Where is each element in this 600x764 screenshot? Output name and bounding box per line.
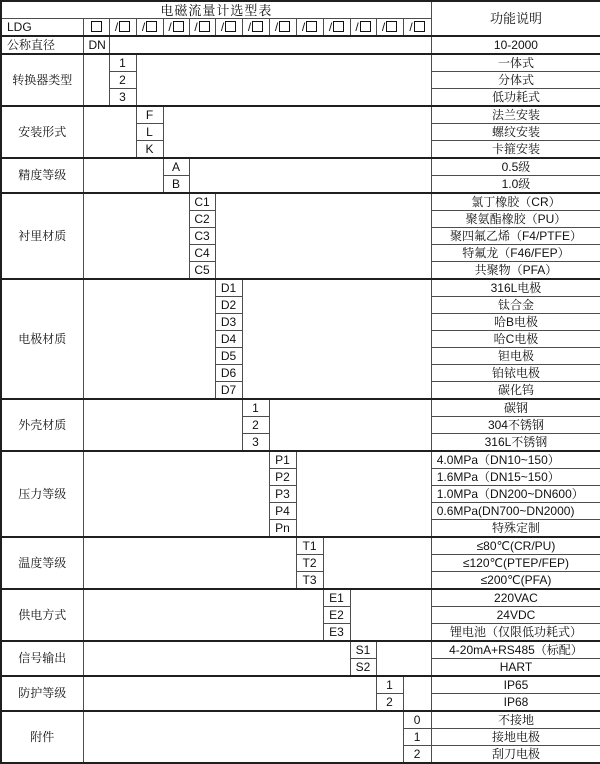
- code-box-icon: [119, 21, 130, 32]
- option-code: T2: [296, 555, 323, 572]
- option-desc: 碳钢: [431, 399, 600, 417]
- separator-slash: /: [328, 19, 333, 34]
- filler-cell: [83, 106, 136, 158]
- separator-slash: /: [381, 19, 386, 34]
- code-box-icon: [91, 21, 102, 32]
- option-code: C1: [189, 193, 215, 211]
- category-label: 附件: [1, 711, 83, 763]
- model-code-box: [376, 19, 403, 37]
- option-desc: 4-20mA+RS485（标配）: [431, 641, 600, 659]
- option-code: DN: [83, 36, 109, 54]
- option-desc: 316L电极: [431, 279, 600, 297]
- option-desc: 低功耗式: [431, 89, 600, 107]
- model-code-box: [323, 19, 350, 37]
- code-box-icon: [199, 21, 210, 32]
- option-code: P1: [269, 451, 296, 469]
- option-code: A: [163, 158, 189, 176]
- option-desc: 特氟龙（F46/FEP）: [431, 245, 600, 262]
- filler-cell: [83, 711, 403, 763]
- option-code: P3: [269, 486, 296, 503]
- option-code: F: [136, 106, 163, 124]
- code-box-icon: [414, 21, 425, 32]
- code-box-icon: [279, 21, 290, 32]
- option-desc: IP68: [431, 694, 600, 712]
- option-code: C3: [189, 228, 215, 245]
- option-desc: ≤80℃(CR/PU): [431, 537, 600, 555]
- option-desc: 1.6MPa（DN15~150）: [431, 469, 600, 486]
- option-code: 1: [376, 676, 403, 694]
- option-desc: 碳化钨: [431, 382, 600, 400]
- option-desc: 304不锈钢: [431, 417, 600, 434]
- option-desc: 钽电极: [431, 348, 600, 365]
- model-code-box: [109, 19, 136, 37]
- option-code: D7: [215, 382, 242, 400]
- code-box-icon: [360, 21, 371, 32]
- option-desc: 哈B电极: [431, 314, 600, 331]
- code-box-icon: [225, 21, 236, 32]
- option-code: S2: [350, 659, 376, 677]
- filler-cell: [350, 589, 431, 641]
- model-code-box: [350, 19, 376, 37]
- category-label: 精度等级: [1, 158, 83, 193]
- category-label: 电极材质: [1, 279, 83, 399]
- filler-cell: [83, 537, 296, 589]
- category-label: 供电方式: [1, 589, 83, 641]
- separator-slash: /: [168, 19, 172, 34]
- code-box-icon: [252, 21, 263, 32]
- category-label: 衬里材质: [1, 193, 83, 279]
- category-label: 转换器类型: [1, 54, 83, 106]
- separator-slash: /: [355, 19, 359, 34]
- option-desc: 钛合金: [431, 297, 600, 314]
- option-desc: 220VAC: [431, 589, 600, 607]
- option-desc: 刮刀电极: [431, 746, 600, 764]
- option-desc: 一体式: [431, 54, 600, 72]
- filler-cell: [83, 399, 242, 451]
- option-code: L: [136, 124, 163, 141]
- option-desc: 24VDC: [431, 607, 600, 624]
- code-box-icon: [386, 21, 397, 32]
- option-desc: 共聚物（PFA）: [431, 262, 600, 280]
- category-label: 外壳材质: [1, 399, 83, 451]
- model-code-box: [136, 19, 163, 37]
- code-box-icon: [146, 21, 157, 32]
- filler-cell: [83, 589, 323, 641]
- option-desc: 氯丁橡胶（CR）: [431, 193, 600, 211]
- option-code: S1: [350, 641, 376, 659]
- model-code-box: [83, 19, 109, 37]
- separator-slash: /: [247, 19, 252, 34]
- filler-cell: [215, 193, 431, 279]
- option-desc: HART: [431, 659, 600, 677]
- model-code-box: [403, 19, 431, 37]
- separator-slash: /: [114, 19, 119, 34]
- option-desc: 接地电极: [431, 729, 600, 746]
- option-code: 2: [376, 694, 403, 712]
- option-code: K: [136, 141, 163, 159]
- option-desc: 316L不锈钢: [431, 434, 600, 452]
- filler-cell: [376, 641, 431, 676]
- option-desc: 1.0MPa（DN200~DN600）: [431, 486, 600, 503]
- option-desc: 铂铱电极: [431, 365, 600, 382]
- model-code-box: [215, 19, 242, 37]
- option-desc: 0.5级: [431, 158, 600, 176]
- option-desc: 分体式: [431, 72, 600, 89]
- option-desc: 螺纹安装: [431, 124, 600, 141]
- option-code: 1: [403, 729, 431, 746]
- separator-slash: /: [409, 19, 413, 34]
- option-code: D2: [215, 297, 242, 314]
- option-desc: 1.0级: [431, 176, 600, 194]
- option-desc: IP65: [431, 676, 600, 694]
- filler-cell: [136, 54, 431, 106]
- option-desc: 锂电池（仅限低功耗式）: [431, 624, 600, 642]
- option-desc: 10-2000: [431, 36, 600, 54]
- option-desc: 4.0MPa（DN10~150）: [431, 451, 600, 469]
- filler-cell: [83, 451, 269, 537]
- filler-cell: [109, 36, 431, 54]
- model-prefix: LDG: [1, 19, 83, 37]
- option-code: C4: [189, 245, 215, 262]
- option-desc: 哈C电极: [431, 331, 600, 348]
- option-code: 3: [109, 89, 136, 107]
- separator-slash: /: [274, 19, 279, 34]
- table-title: 电磁流量计选型表: [1, 1, 431, 19]
- option-code: P4: [269, 503, 296, 520]
- option-code: 2: [242, 417, 269, 434]
- code-box-icon: [333, 21, 344, 32]
- option-desc: 聚四氟乙烯（F4/PTFE）: [431, 228, 600, 245]
- option-code: T1: [296, 537, 323, 555]
- option-code: 3: [242, 434, 269, 452]
- category-label: 防护等级: [1, 676, 83, 711]
- option-code: D6: [215, 365, 242, 382]
- option-code: D4: [215, 331, 242, 348]
- filler-cell: [296, 451, 431, 537]
- option-desc: ≤200℃(PFA): [431, 572, 600, 590]
- model-code-box: [189, 19, 215, 37]
- category-label: 温度等级: [1, 537, 83, 589]
- option-code: 2: [109, 72, 136, 89]
- option-desc: 卡箍安装: [431, 141, 600, 159]
- category-label: 压力等级: [1, 451, 83, 537]
- option-code: 1: [242, 399, 269, 417]
- separator-slash: /: [220, 19, 225, 34]
- option-code: D1: [215, 279, 242, 297]
- option-code: D3: [215, 314, 242, 331]
- option-code: E3: [323, 624, 350, 642]
- option-code: T3: [296, 572, 323, 590]
- model-code-box: [242, 19, 269, 37]
- option-code: C2: [189, 211, 215, 228]
- option-desc: 特殊定制: [431, 520, 600, 538]
- option-desc: 不接地: [431, 711, 600, 729]
- option-desc: 法兰安装: [431, 106, 600, 124]
- code-box-icon: [173, 21, 184, 32]
- filler-cell: [83, 676, 376, 711]
- code-box-icon: [306, 21, 317, 32]
- filler-cell: [163, 106, 431, 158]
- filler-cell: [83, 54, 109, 106]
- filler-cell: [83, 641, 350, 676]
- option-code: D5: [215, 348, 242, 365]
- option-code: C5: [189, 262, 215, 280]
- model-code-box: [163, 19, 189, 37]
- filler-cell: [242, 279, 431, 399]
- option-code: P2: [269, 469, 296, 486]
- option-code: 1: [109, 54, 136, 72]
- option-desc: ≤120℃(PTEP/FEP): [431, 555, 600, 572]
- filler-cell: [403, 676, 431, 711]
- filler-cell: [83, 193, 189, 279]
- separator-slash: /: [194, 19, 198, 34]
- filler-cell: [269, 399, 431, 451]
- option-code: E1: [323, 589, 350, 607]
- separator-slash: /: [141, 19, 146, 34]
- option-code: B: [163, 176, 189, 194]
- category-label: 公称直径: [1, 36, 83, 54]
- option-code: E2: [323, 607, 350, 624]
- option-code: 0: [403, 711, 431, 729]
- model-code-box: [269, 19, 296, 37]
- filler-cell: [83, 279, 215, 399]
- category-label: 信号输出: [1, 641, 83, 676]
- category-label: 安装形式: [1, 106, 83, 158]
- separator-slash: /: [301, 19, 306, 34]
- option-desc: 聚氨酯橡胶（PU）: [431, 211, 600, 228]
- option-code: 2: [403, 746, 431, 764]
- function-column-header: 功能说明: [431, 1, 600, 36]
- filler-cell: [83, 158, 163, 193]
- model-code-box: [296, 19, 323, 37]
- option-code: Pn: [269, 520, 296, 538]
- filler-cell: [189, 158, 431, 193]
- option-desc: 0.6MPa(DN700~DN2000): [431, 503, 600, 520]
- filler-cell: [323, 537, 431, 589]
